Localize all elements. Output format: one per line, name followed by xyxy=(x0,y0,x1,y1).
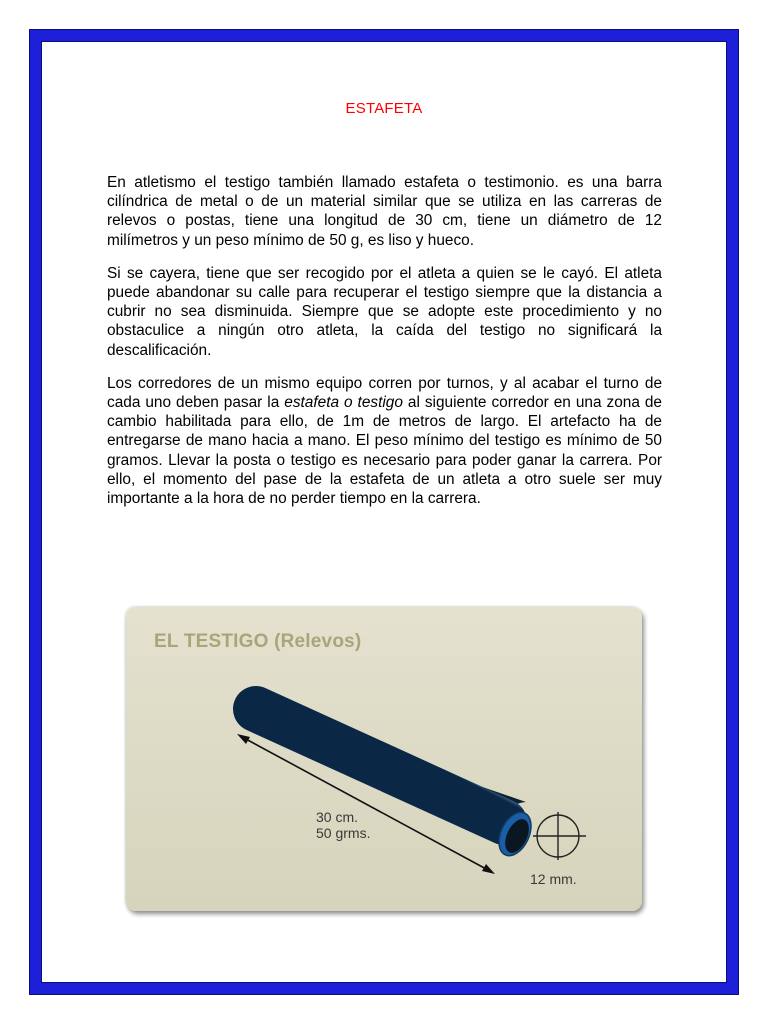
baton-shape xyxy=(256,709,537,861)
length-label: 30 cm. xyxy=(316,809,359,825)
baton-figure xyxy=(126,607,642,911)
paragraph-relay-exchange xyxy=(107,374,662,508)
weight-label: 50 grms. xyxy=(316,825,371,841)
paragraph-relay-italic-term: estafeta o testigo xyxy=(284,394,403,412)
diameter-symbol xyxy=(533,812,586,860)
figure-title: EL TESTIGO (Relevos) xyxy=(154,631,362,652)
paragraph-relay-text-end: al siguiente corredor en una zona de cambio habilitada para ello, de 1m de metros de largo. El artefacto ha de entregarse de mano hacia a mano. El peso mínimo del testigo es mínimo de 50 gramos. Llevar la posta o testigo es necesario para poder ganar la carrera. Por ello, el momento del pase de la estafeta de un atleta a otro suele ser muy importante a la hora de no perder tiempo en la carrera. xyxy=(107,394,662,508)
baton-measurements-label xyxy=(316,809,370,841)
paragraph-dropped-baton: Si se cayera, tiene que ser recogido por el atleta a quien se le cayó. El atleta puede abandonar su calle para recuperar el testigo siempre que la distancia a cubrir no sea disminuida. Siempre que se adopte este procedimiento y no obstaculice a ningún otro atleta, la caída del testigo no significará la descalificación. xyxy=(107,264,662,359)
diameter-label: 12 mm. xyxy=(530,871,577,887)
paragraph-definition: En atletismo el testigo también llamado estafeta o testimonio. es una barra cilíndrica de metal o de un material similar que se utiliza en las carreras de relevos o postas, tiene una longitud de 30 cm, tiene un diámetro de 12 milímetros y un peso mínimo de 50 g, es liso y hueco. xyxy=(107,174,662,249)
document-title: ESTAFETA xyxy=(345,100,423,117)
document-body xyxy=(107,173,662,522)
paragraph-relay-text-start: Los corredores de un mismo equipo corren por turnos, y al acabar el turno de cada uno deben pasar la xyxy=(107,374,662,412)
